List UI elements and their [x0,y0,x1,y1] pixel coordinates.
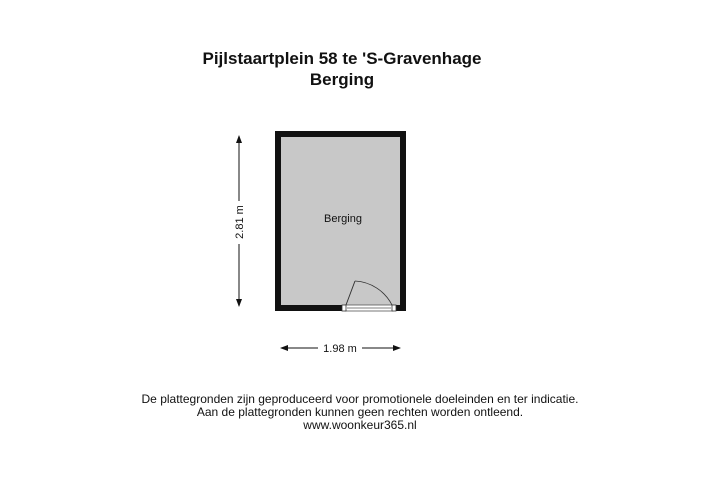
height-dimension-label: 2.81 m [234,205,246,239]
door-jamb-right [392,305,396,311]
room-label: Berging [324,213,362,225]
page-title: Pijlstaartplein 58 te 'S-Gravenhage [202,49,482,68]
disclaimer-line-2: Aan de plattegronden kunnen geen rechten worden ontleend. [196,405,524,419]
disclaimer-line-1: De plattegronden zijn geproduceerd voor promotionele doeleinden en ter indicatie. [141,392,579,406]
page-subtitle: Berging [309,70,375,89]
website-link[interactable]: www.woonkeur365.nl [303,418,417,432]
door-jamb-left [342,305,346,311]
width-dimension-label: 1.98 m [323,343,357,355]
